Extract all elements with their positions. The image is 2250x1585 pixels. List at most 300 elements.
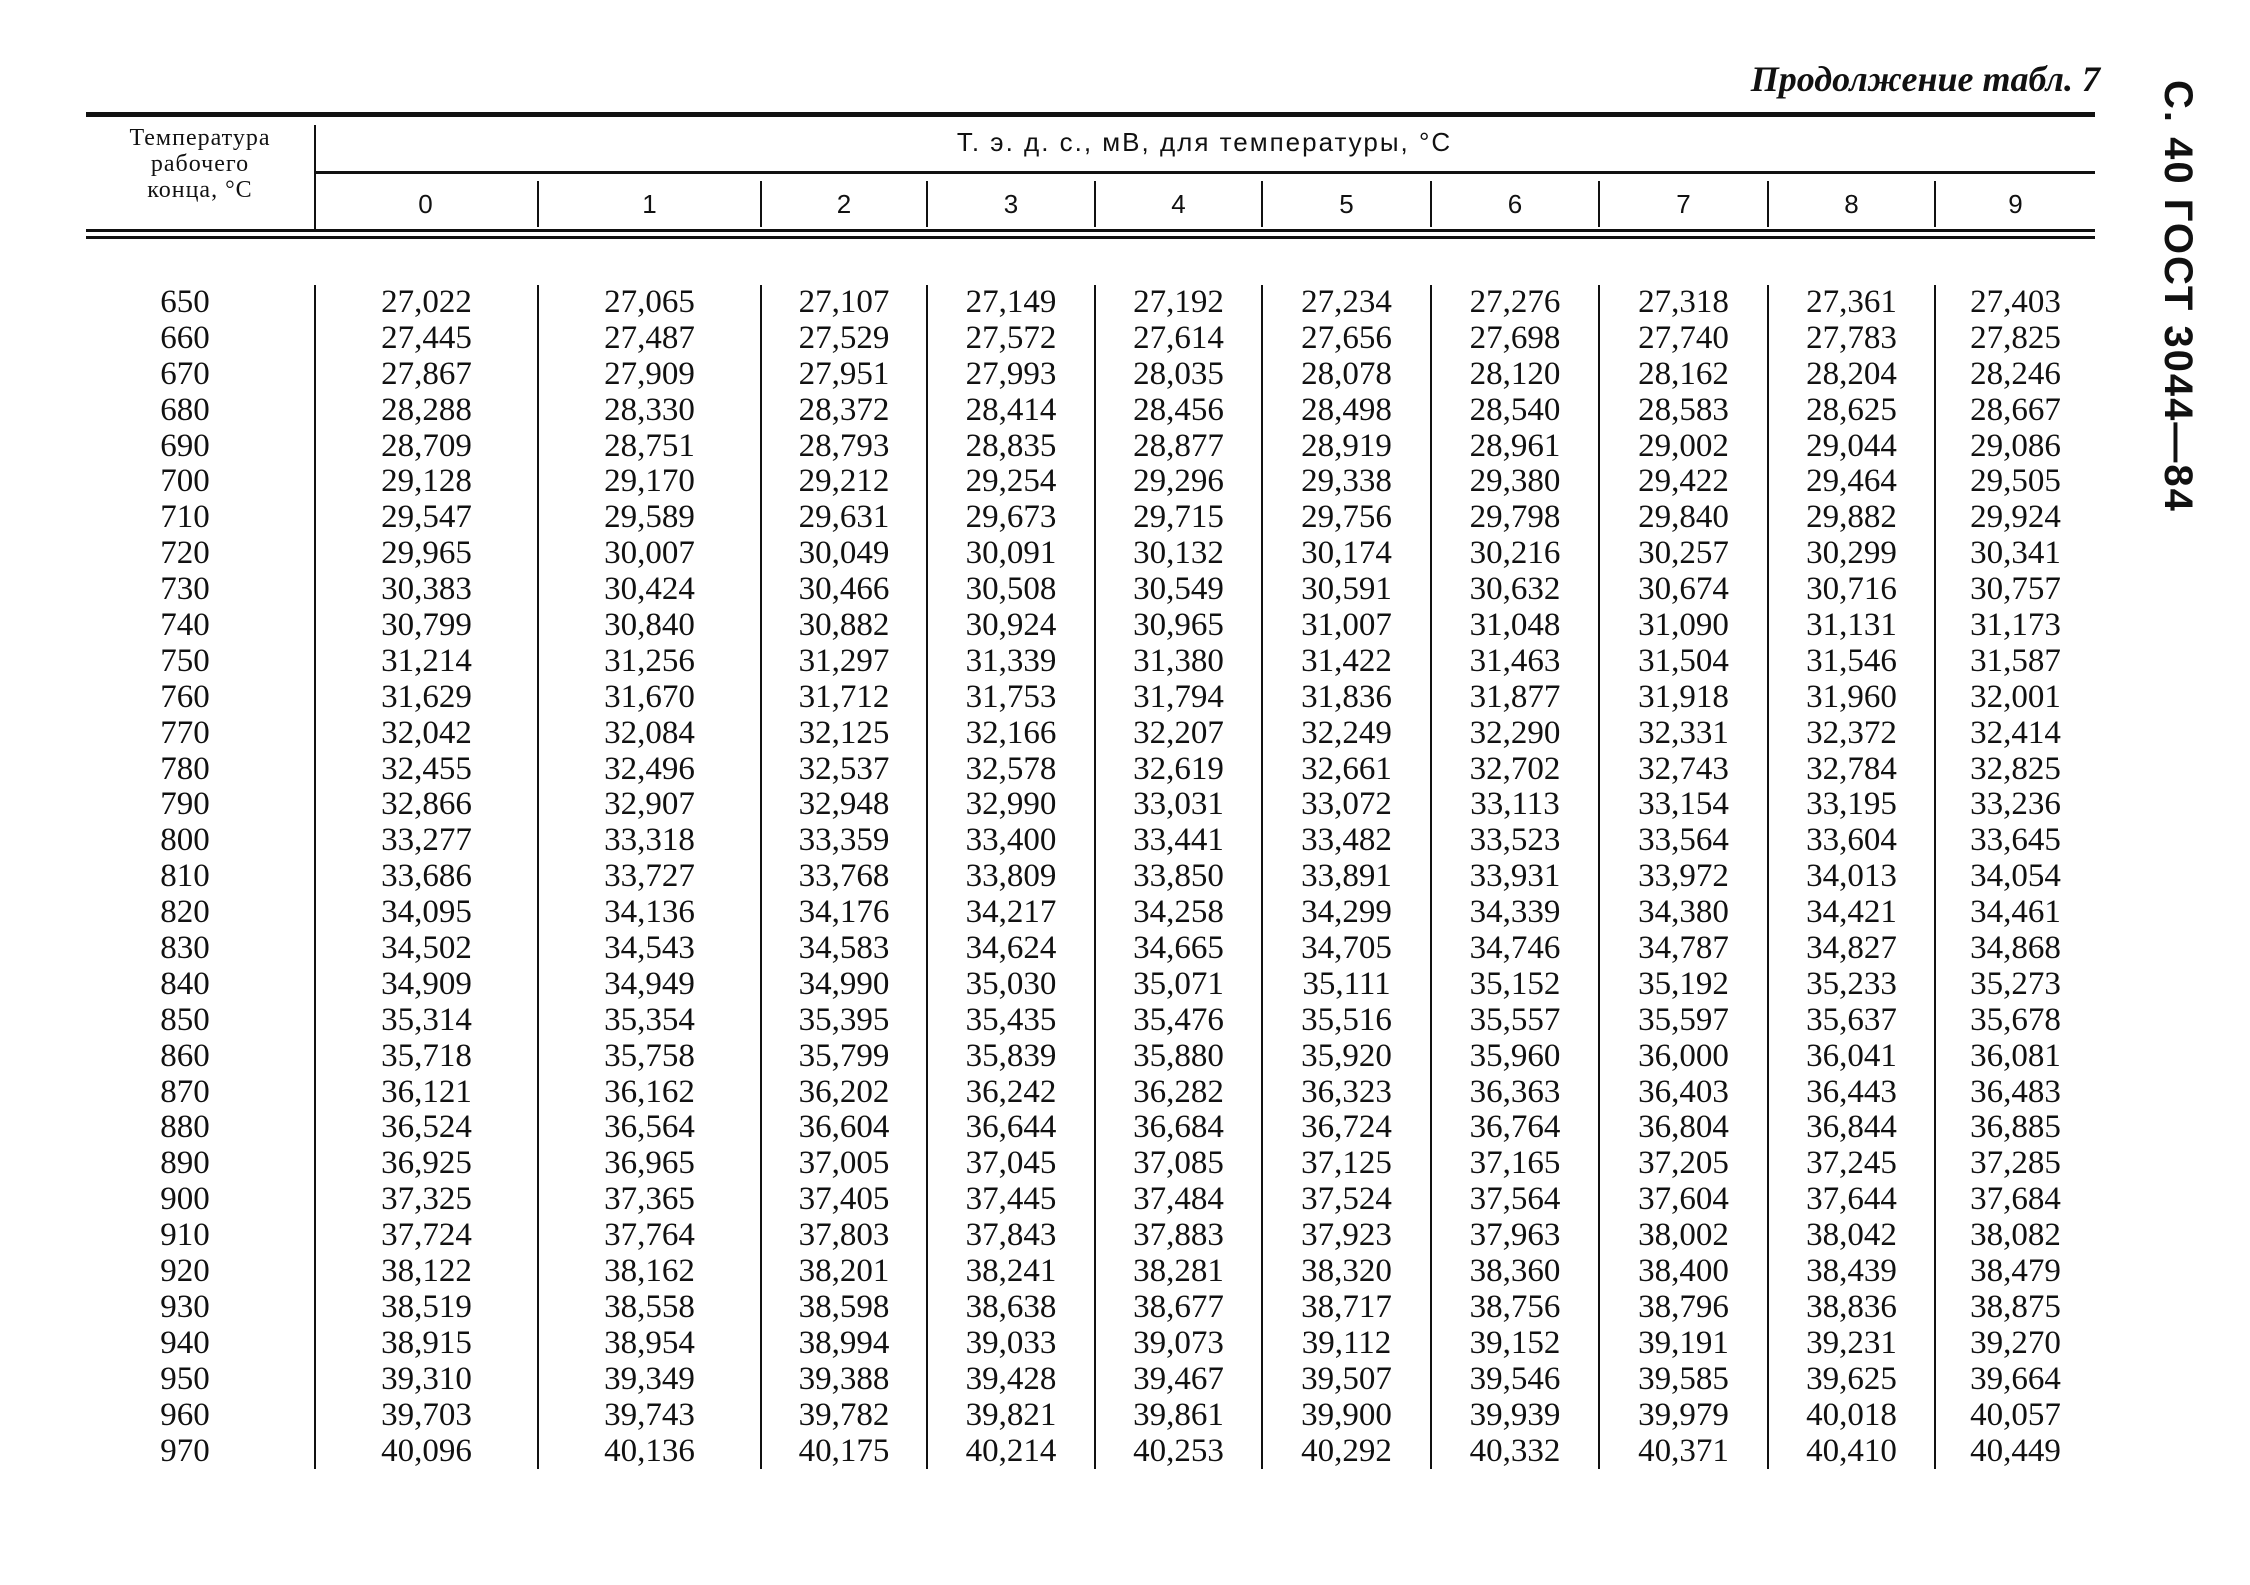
emf-value-cell: 39,546 [1430,1362,1598,1398]
table-row [86,1218,2095,1254]
emf-value-cell: 38,002 [1598,1218,1767,1254]
emf-value-cell: 37,445 [926,1182,1094,1218]
emf-value-cell: 35,557 [1430,1003,1598,1039]
table-row [86,680,2095,716]
emf-value-cell: 38,241 [926,1254,1094,1290]
emf-value-cell: 39,979 [1598,1398,1767,1434]
emf-value-cell: 30,882 [760,608,926,644]
emf-value-cell: 37,285 [1934,1146,2095,1182]
emf-value-cell: 27,825 [1934,321,2095,357]
table-row [86,644,2095,680]
emf-value-cell: 35,111 [1261,967,1430,1003]
emf-value-cell: 32,496 [537,752,760,788]
emf-value-cell: 32,825 [1934,752,2095,788]
emf-value-cell: 28,625 [1767,393,1934,429]
emf-value-cell: 37,045 [926,1146,1094,1182]
emf-value-cell: 34,502 [314,931,537,967]
emf-value-cell: 29,254 [926,464,1094,500]
temperature-cell: 860 [160,1037,210,1074]
emf-value-cell: 30,632 [1430,572,1598,608]
table-row [86,500,2095,536]
temperature-cell: 950 [160,1360,210,1397]
emf-value-cell: 34,624 [926,931,1094,967]
table-row [86,1254,2095,1290]
table-row [86,1110,2095,1146]
emf-value-cell: 30,299 [1767,536,1934,572]
emf-value-cell: 38,281 [1094,1254,1261,1290]
emf-value-cell: 32,990 [926,787,1094,823]
emf-value-cell: 34,095 [314,895,537,931]
temperature-cell: 680 [160,391,210,428]
emf-value-cell: 35,030 [926,967,1094,1003]
temperature-cell: 930 [160,1288,210,1325]
emf-value-cell: 32,743 [1598,752,1767,788]
emf-value-cell: 37,085 [1094,1146,1261,1182]
emf-value-cell: 29,547 [314,500,537,536]
emf-value-cell: 27,445 [314,321,537,357]
header-double-rule [86,229,2095,239]
column-header: 2 [760,181,926,227]
emf-value-cell: 28,919 [1261,429,1430,465]
emf-value-cell: 37,923 [1261,1218,1430,1254]
emf-value-cell: 38,558 [537,1290,760,1326]
emf-value-cell: 37,005 [760,1146,926,1182]
emf-value-cell: 39,152 [1430,1326,1598,1362]
table-row [86,572,2095,608]
emf-value-cell: 39,467 [1094,1362,1261,1398]
emf-value-cell: 28,540 [1430,393,1598,429]
emf-value-cell: 35,273 [1934,967,2095,1003]
emf-value-cell: 38,717 [1261,1290,1430,1326]
emf-value-cell: 40,449 [1934,1434,2095,1470]
emf-value-cell: 30,799 [314,608,537,644]
emf-value-cell: 31,670 [537,680,760,716]
emf-value-cell: 27,783 [1767,321,1934,357]
emf-value-cell: 27,867 [314,357,537,393]
emf-value-cell: 37,684 [1934,1182,2095,1218]
emf-value-cell: 30,341 [1934,536,2095,572]
emf-value-cell: 35,920 [1261,1039,1430,1075]
emf-value-cell: 34,746 [1430,931,1598,967]
emf-value-cell: 34,665 [1094,931,1261,967]
emf-value-cell: 33,154 [1598,787,1767,823]
emf-value-cell: 27,614 [1094,321,1261,357]
emf-value-cell: 36,041 [1767,1039,1934,1075]
emf-value-cell: 34,054 [1934,859,2095,895]
emf-value-cell: 38,042 [1767,1218,1934,1254]
emf-value-cell: 33,359 [760,823,926,859]
temperature-cell: 910 [160,1217,210,1254]
emf-value-cell: 39,664 [1934,1362,2095,1398]
emf-value-cell: 31,960 [1767,680,1934,716]
emf-value-cell: 32,290 [1430,716,1598,752]
emf-value-cell: 34,258 [1094,895,1261,931]
emf-value-cell: 35,395 [760,1003,926,1039]
emf-value-cell: 30,674 [1598,572,1767,608]
emf-value-cell: 34,136 [537,895,760,931]
emf-value-cell: 29,002 [1598,429,1767,465]
table-row [86,464,2095,500]
emf-value-cell: 39,585 [1598,1362,1767,1398]
table-row [86,1398,2095,1434]
emf-value-cell: 40,136 [537,1434,760,1470]
emf-value-cell: 36,081 [1934,1039,2095,1075]
emf-value-cell: 39,388 [760,1362,926,1398]
emf-value-cell: 38,756 [1430,1290,1598,1326]
emf-value-cell: 34,543 [537,931,760,967]
emf-value-cell: 39,428 [926,1362,1094,1398]
column-header: 0 [418,189,433,219]
emf-value-cell: 33,072 [1261,787,1430,823]
emf-value-cell: 28,372 [760,393,926,429]
emf-value-cell: 27,361 [1767,285,1934,321]
emf-value-cell: 28,288 [314,393,537,429]
emf-value-cell: 33,727 [537,859,760,895]
emf-value-cell: 39,821 [926,1398,1094,1434]
emf-value-cell: 28,078 [1261,357,1430,393]
emf-value-cell: 29,464 [1767,464,1934,500]
emf-value-cell: 32,619 [1094,752,1261,788]
emf-value-cell: 27,065 [537,285,760,321]
emf-value-cell: 30,174 [1261,536,1430,572]
emf-value-cell: 36,483 [1934,1075,2095,1111]
emf-value-cell: 27,698 [1430,321,1598,357]
emf-value-cell: 40,253 [1094,1434,1261,1470]
table-row [86,1326,2095,1362]
emf-value-cell: 38,201 [760,1254,926,1290]
emf-value-cell: 29,924 [1934,500,2095,536]
emf-value-cell: 34,868 [1934,931,2095,967]
emf-value-cell: 37,564 [1430,1182,1598,1218]
emf-value-cell: 38,598 [760,1290,926,1326]
emf-value-cell: 37,325 [314,1182,537,1218]
emf-value-cell: 35,435 [926,1003,1094,1039]
emf-value-cell: 35,718 [314,1039,537,1075]
table-row [86,1362,2095,1398]
emf-value-cell: 28,793 [760,429,926,465]
emf-value-cell: 30,549 [1094,572,1261,608]
table-row [86,536,2095,572]
emf-value-cell: 39,231 [1767,1326,1934,1362]
emf-value-cell: 38,875 [1934,1290,2095,1326]
temperature-cell: 780 [160,750,210,787]
temperature-cell: 650 [160,284,210,320]
emf-value-cell: 38,638 [926,1290,1094,1326]
emf-value-cell: 28,330 [537,393,760,429]
emf-value-cell: 30,716 [1767,572,1934,608]
emf-value-cell: 36,564 [537,1110,760,1146]
emf-value-cell: 37,604 [1598,1182,1767,1218]
emf-value-cell: 32,948 [760,787,926,823]
emf-value-cell: 35,071 [1094,967,1261,1003]
temperature-cell: 810 [160,858,210,895]
emf-value-cell: 30,091 [926,536,1094,572]
temperature-cell: 750 [160,642,210,679]
emf-value-cell: 32,166 [926,716,1094,752]
table-row [86,608,2095,644]
emf-value-cell: 35,354 [537,1003,760,1039]
temperature-cell: 840 [160,965,210,1002]
temperature-cell: 940 [160,1324,210,1361]
emf-value-cell: 32,249 [1261,716,1430,752]
emf-value-cell: 29,128 [314,464,537,500]
emf-value-cell: 37,764 [537,1218,760,1254]
emf-value-cell: 33,686 [314,859,537,895]
emf-value-cell: 35,476 [1094,1003,1261,1039]
table-row [86,393,2095,429]
emf-value-cell: 39,625 [1767,1362,1934,1398]
emf-value-cell: 31,422 [1261,644,1430,680]
emf-value-cell: 36,000 [1598,1039,1767,1075]
emf-value-cell: 36,644 [926,1110,1094,1146]
emf-value-cell: 30,049 [760,536,926,572]
emf-value-cell: 33,850 [1094,859,1261,895]
table-row [86,895,2095,931]
emf-value-cell: 31,297 [760,644,926,680]
emf-value-cell: 34,380 [1598,895,1767,931]
emf-value-cell: 31,007 [1261,608,1430,644]
emf-value-cell: 30,132 [1094,536,1261,572]
temperature-cell: 660 [160,319,210,356]
emf-value-cell: 29,673 [926,500,1094,536]
emf-value-cell: 36,524 [314,1110,537,1146]
emf-value-cell: 34,787 [1598,931,1767,967]
emf-value-cell: 38,122 [314,1254,537,1290]
temperature-cell: 670 [160,355,210,392]
emf-value-cell: 35,960 [1430,1039,1598,1075]
table-row [86,357,2095,393]
emf-value-cell: 34,990 [760,967,926,1003]
emf-value-cell: 34,421 [1767,895,1934,931]
emf-value-cell: 36,804 [1598,1110,1767,1146]
emf-value-cell: 37,883 [1094,1218,1261,1254]
emf-value-cell: 36,604 [760,1110,926,1146]
emf-value-cell: 37,724 [314,1218,537,1254]
column-header: 7 [1598,181,1767,227]
emf-value-cell: 29,756 [1261,500,1430,536]
emf-value-cell: 31,629 [314,680,537,716]
table-row [86,787,2095,823]
emf-value-cell: 27,740 [1598,321,1767,357]
emf-value-cell: 36,242 [926,1075,1094,1111]
table-row [86,967,2095,1003]
emf-value-cell: 27,022 [314,285,537,321]
emf-value-cell: 31,463 [1430,644,1598,680]
emf-value-cell: 35,516 [1261,1003,1430,1039]
emf-value-cell: 27,487 [537,321,760,357]
table-row [86,1075,2095,1111]
emf-value-cell: 35,839 [926,1039,1094,1075]
emf-value-cell: 36,764 [1430,1110,1598,1146]
emf-value-cell: 33,482 [1261,823,1430,859]
emf-value-cell: 32,084 [537,716,760,752]
table-row [86,285,2095,321]
emf-value-cell: 30,508 [926,572,1094,608]
emf-value-cell: 39,310 [314,1362,537,1398]
emf-value-cell: 27,107 [760,285,926,321]
emf-value-cell: 37,125 [1261,1146,1430,1182]
emf-value-cell: 28,120 [1430,357,1598,393]
emf-value-cell: 32,578 [926,752,1094,788]
emf-value-cell: 35,192 [1598,967,1767,1003]
emf-value-cell: 39,033 [926,1326,1094,1362]
emf-value-cell: 38,519 [314,1290,537,1326]
emf-value-cell: 32,907 [537,787,760,823]
emf-value-cell: 38,400 [1598,1254,1767,1290]
temperature-cell: 720 [160,535,210,572]
temperature-cell: 870 [160,1073,210,1110]
emf-value-cell: 28,709 [314,429,537,465]
temperature-cell: 970 [160,1432,210,1469]
emf-value-cell: 37,484 [1094,1182,1261,1218]
emf-value-cell: 39,349 [537,1362,760,1398]
emf-value-cell: 37,524 [1261,1182,1430,1218]
emf-value-cell: 27,951 [760,357,926,393]
emf-value-cell: 36,323 [1261,1075,1430,1111]
continuation-caption: Продолжение табл. 7 [1750,59,2100,99]
emf-value-cell: 39,073 [1094,1326,1261,1362]
temperature-cell: 820 [160,894,210,931]
emf-value-cell: 33,768 [760,859,926,895]
emf-value-cell: 35,880 [1094,1039,1261,1075]
emf-value-cell: 31,131 [1767,608,1934,644]
emf-value-cell: 27,192 [1094,285,1261,321]
emf-value-cell: 30,924 [926,608,1094,644]
temperature-cell: 740 [160,607,210,644]
emf-value-cell: 36,885 [1934,1110,2095,1146]
emf-value-cell: 33,891 [1261,859,1430,895]
emf-value-cell: 27,403 [1934,285,2095,321]
emf-value-cell: 27,149 [926,285,1094,321]
emf-value-cell: 35,799 [760,1039,926,1075]
emf-value-cell: 40,292 [1261,1434,1430,1470]
emf-value-cell: 30,466 [760,572,926,608]
emf-value-cell: 36,925 [314,1146,537,1182]
emf-value-cell: 32,331 [1598,716,1767,752]
emf-value-cell: 27,529 [760,321,926,357]
emf-value-cell: 36,724 [1261,1110,1430,1146]
emf-value-cell: 30,591 [1261,572,1430,608]
table-row [86,1434,2095,1470]
emf-value-cell: 28,751 [537,429,760,465]
emf-value-cell: 31,918 [1598,680,1767,716]
emf-value-cell: 40,057 [1934,1398,2095,1434]
emf-value-cell: 40,214 [926,1434,1094,1470]
emf-value-cell: 30,424 [537,572,760,608]
emf-value-cell: 28,162 [1598,357,1767,393]
emf-value-cell: 29,715 [1094,500,1261,536]
column-header: 9 [1934,181,2095,227]
emf-value-cell: 37,405 [760,1182,926,1218]
emf-value-cell: 28,835 [926,429,1094,465]
emf-value-cell: 34,949 [537,967,760,1003]
emf-value-cell: 29,086 [1934,429,2095,465]
emf-value-cell: 36,443 [1767,1075,1934,1111]
temperature-cell: 900 [160,1181,210,1218]
emf-value-cell: 39,191 [1598,1326,1767,1362]
emf-value-cell: 35,758 [537,1039,760,1075]
emf-value-cell: 29,798 [1430,500,1598,536]
emf-value-cell: 39,112 [1261,1326,1430,1362]
emf-value-cell: 30,383 [314,572,537,608]
emf-value-cell: 38,796 [1598,1290,1767,1326]
emf-value-cell: 33,318 [537,823,760,859]
header-title: Т. э. д. с., мВ, для температуры, °С [956,127,1453,157]
emf-value-cell: 36,121 [314,1075,537,1111]
emf-value-cell: 37,963 [1430,1218,1598,1254]
emf-value-cell: 36,363 [1430,1075,1598,1111]
header-divider [314,171,2095,174]
emf-value-cell: 31,877 [1430,680,1598,716]
emf-value-cell: 40,018 [1767,1398,1934,1434]
table-row [86,931,2095,967]
emf-value-cell: 39,900 [1261,1398,1430,1434]
emf-value-cell: 31,794 [1094,680,1261,716]
emf-value-cell: 36,403 [1598,1075,1767,1111]
temperature-cell: 770 [160,714,210,751]
emf-value-cell: 34,217 [926,895,1094,931]
emf-value-cell: 28,414 [926,393,1094,429]
emf-value-cell: 29,882 [1767,500,1934,536]
emf-value-cell: 33,604 [1767,823,1934,859]
emf-value-cell: 31,214 [314,644,537,680]
emf-value-cell: 32,661 [1261,752,1430,788]
table-row [86,1146,2095,1182]
table-row [86,716,2095,752]
emf-value-cell: 33,809 [926,859,1094,895]
temperature-cell: 700 [160,463,210,500]
emf-value-cell: 30,216 [1430,536,1598,572]
emf-value-cell: 36,202 [760,1075,926,1111]
emf-value-cell: 38,479 [1934,1254,2095,1290]
emf-value-cell: 40,410 [1767,1434,1934,1470]
emf-value-cell: 27,234 [1261,285,1430,321]
temperature-cell: 730 [160,571,210,608]
emf-value-cell: 32,537 [760,752,926,788]
row-label-line: Температура [129,125,271,151]
emf-value-cell: 30,257 [1598,536,1767,572]
emf-value-cell: 29,380 [1430,464,1598,500]
emf-value-cell: 28,498 [1261,393,1430,429]
emf-value-cell: 37,245 [1767,1146,1934,1182]
emf-value-cell: 27,993 [926,357,1094,393]
emf-value-cell: 31,339 [926,644,1094,680]
emf-value-cell: 27,656 [1261,321,1430,357]
emf-value-cell: 30,965 [1094,608,1261,644]
emf-value-cell: 29,965 [314,536,537,572]
table-header [86,117,2095,229]
emf-value-cell: 28,456 [1094,393,1261,429]
emf-value-cell: 31,546 [1767,644,1934,680]
emf-value-cell: 38,320 [1261,1254,1430,1290]
emf-value-cell: 30,840 [537,608,760,644]
emf-value-cell: 33,400 [926,823,1094,859]
emf-value-cell: 38,082 [1934,1218,2095,1254]
column-header: 3 [926,181,1094,227]
emf-value-cell: 34,705 [1261,931,1430,967]
emf-value-cell: 34,176 [760,895,926,931]
emf-value-cell: 31,836 [1261,680,1430,716]
table-row [86,752,2095,788]
emf-value-cell: 29,589 [537,500,760,536]
emf-value-cell: 36,162 [537,1075,760,1111]
emf-value-cell: 35,597 [1598,1003,1767,1039]
emf-value-cell: 33,972 [1598,859,1767,895]
emf-value-cell: 37,165 [1430,1146,1598,1182]
table-row [86,1182,2095,1218]
emf-value-cell: 31,712 [760,680,926,716]
emf-value-cell: 39,861 [1094,1398,1261,1434]
